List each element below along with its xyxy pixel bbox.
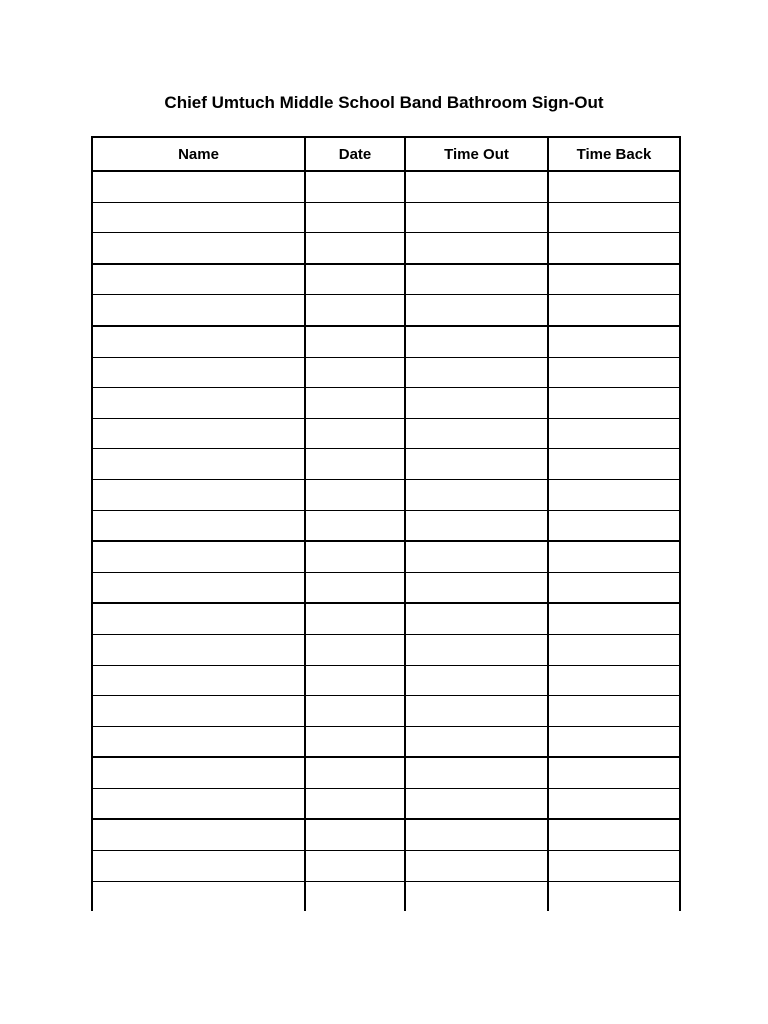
table-row xyxy=(92,819,680,850)
name-cell xyxy=(92,418,305,449)
date-cell xyxy=(305,449,405,480)
time-back-cell xyxy=(548,449,680,480)
name-cell xyxy=(92,851,305,882)
name-cell xyxy=(92,510,305,541)
name-cell xyxy=(92,233,305,264)
date-cell xyxy=(305,572,405,603)
date-cell xyxy=(305,726,405,757)
table-row xyxy=(92,233,680,264)
signout-table xyxy=(91,136,681,911)
date-cell xyxy=(305,851,405,882)
time-out-cell xyxy=(405,881,548,911)
name-cell xyxy=(92,388,305,419)
time-out-cell xyxy=(405,819,548,850)
time-back-cell xyxy=(548,572,680,603)
time-back-cell xyxy=(548,264,680,295)
time-back-cell xyxy=(548,726,680,757)
time-out-cell xyxy=(405,449,548,480)
table-row xyxy=(92,418,680,449)
date-cell xyxy=(305,295,405,326)
time-out-cell xyxy=(405,510,548,541)
date-cell xyxy=(305,788,405,819)
time-back-cell xyxy=(548,357,680,388)
time-back-cell xyxy=(548,510,680,541)
date-cell xyxy=(305,541,405,572)
table-row xyxy=(92,881,680,911)
table-row xyxy=(92,603,680,634)
time-back-cell xyxy=(548,295,680,326)
date-cell xyxy=(305,326,405,357)
table-row xyxy=(92,357,680,388)
column-header-name: Name xyxy=(92,137,305,171)
table-row xyxy=(92,202,680,233)
time-back-cell xyxy=(548,757,680,788)
time-back-cell xyxy=(548,388,680,419)
table-row xyxy=(92,665,680,696)
table-row xyxy=(92,326,680,357)
column-header-time-back: Time Back xyxy=(548,137,680,171)
time-back-cell xyxy=(548,851,680,882)
date-cell xyxy=(305,357,405,388)
time-back-cell xyxy=(548,479,680,510)
table-row xyxy=(92,696,680,727)
time-out-cell xyxy=(405,665,548,696)
date-cell xyxy=(305,634,405,665)
name-cell xyxy=(92,696,305,727)
header-row xyxy=(92,137,680,171)
time-out-cell xyxy=(405,726,548,757)
time-back-cell xyxy=(548,418,680,449)
date-cell xyxy=(305,171,405,202)
name-cell xyxy=(92,572,305,603)
time-out-cell xyxy=(405,479,548,510)
time-out-cell xyxy=(405,171,548,202)
name-cell xyxy=(92,264,305,295)
name-cell xyxy=(92,788,305,819)
name-cell xyxy=(92,295,305,326)
date-cell xyxy=(305,819,405,850)
time-back-cell xyxy=(548,881,680,911)
time-out-cell xyxy=(405,696,548,727)
table-row xyxy=(92,264,680,295)
name-cell xyxy=(92,202,305,233)
name-cell xyxy=(92,881,305,911)
date-cell xyxy=(305,233,405,264)
time-out-cell xyxy=(405,788,548,819)
date-cell xyxy=(305,696,405,727)
time-out-cell xyxy=(405,202,548,233)
time-back-cell xyxy=(548,788,680,819)
time-out-cell xyxy=(405,851,548,882)
name-cell xyxy=(92,357,305,388)
time-back-cell xyxy=(548,233,680,264)
time-out-cell xyxy=(405,357,548,388)
table-row xyxy=(92,851,680,882)
time-back-cell xyxy=(548,326,680,357)
date-cell xyxy=(305,388,405,419)
time-out-cell xyxy=(405,634,548,665)
page-title: Chief Umtuch Middle School Band Bathroom Sign-Out xyxy=(164,93,604,112)
date-cell xyxy=(305,479,405,510)
table-row xyxy=(92,388,680,419)
table-row xyxy=(92,634,680,665)
table-row xyxy=(92,541,680,572)
name-cell xyxy=(92,757,305,788)
time-out-cell xyxy=(405,757,548,788)
column-header-time-out: Time Out xyxy=(405,137,548,171)
name-cell xyxy=(92,541,305,572)
time-back-cell xyxy=(548,603,680,634)
date-cell xyxy=(305,202,405,233)
name-cell xyxy=(92,726,305,757)
time-out-cell xyxy=(405,418,548,449)
time-back-cell xyxy=(548,665,680,696)
time-out-cell xyxy=(405,541,548,572)
time-out-cell xyxy=(405,388,548,419)
table-row xyxy=(92,788,680,819)
date-cell xyxy=(305,418,405,449)
time-back-cell xyxy=(548,202,680,233)
column-header-date: Date xyxy=(305,137,405,171)
table-row xyxy=(92,479,680,510)
name-cell xyxy=(92,171,305,202)
time-back-cell xyxy=(548,541,680,572)
table-row xyxy=(92,510,680,541)
date-cell xyxy=(305,665,405,696)
name-cell xyxy=(92,479,305,510)
name-cell xyxy=(92,665,305,696)
table-row xyxy=(92,757,680,788)
time-out-cell xyxy=(405,326,548,357)
time-back-cell xyxy=(548,634,680,665)
table-body xyxy=(92,171,680,911)
date-cell xyxy=(305,603,405,634)
table-row xyxy=(92,295,680,326)
time-out-cell xyxy=(405,233,548,264)
time-back-cell xyxy=(548,696,680,727)
name-cell xyxy=(92,634,305,665)
time-out-cell xyxy=(405,572,548,603)
name-cell xyxy=(92,449,305,480)
table-row xyxy=(92,572,680,603)
name-cell xyxy=(92,819,305,850)
table-row xyxy=(92,449,680,480)
date-cell xyxy=(305,757,405,788)
date-cell xyxy=(305,881,405,911)
time-out-cell xyxy=(405,603,548,634)
name-cell xyxy=(92,326,305,357)
date-cell xyxy=(305,510,405,541)
name-cell xyxy=(92,603,305,634)
date-cell xyxy=(305,264,405,295)
table-row xyxy=(92,726,680,757)
time-back-cell xyxy=(548,819,680,850)
table-row xyxy=(92,171,680,202)
time-out-cell xyxy=(405,264,548,295)
time-out-cell xyxy=(405,295,548,326)
time-back-cell xyxy=(548,171,680,202)
